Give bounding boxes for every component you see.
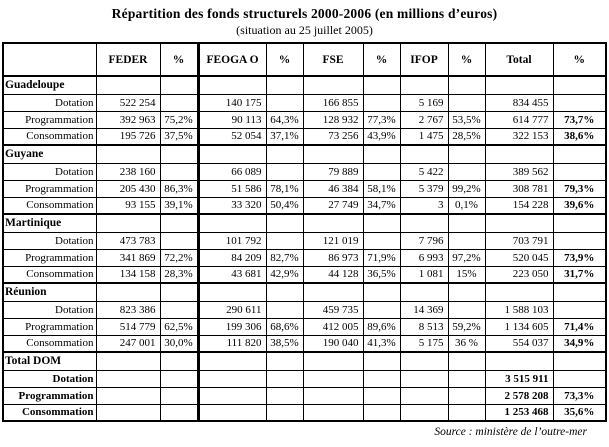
row-label: Programmation	[3, 180, 96, 197]
value-cell: 1 475	[400, 128, 448, 145]
row-label: Consommation	[3, 266, 96, 283]
value-cell: 27 749	[303, 197, 363, 214]
percent-cell	[448, 94, 485, 111]
value-cell: 93 155	[96, 197, 160, 214]
percent-cell	[160, 301, 198, 318]
row-label: Programmation	[3, 111, 96, 128]
empty-cell	[160, 145, 198, 163]
table-row	[3, 335, 606, 352]
empty-cell	[303, 352, 363, 370]
value-cell: 195 726	[96, 128, 160, 145]
row-label: Consommation	[3, 335, 96, 352]
row-label: Dotation	[3, 94, 96, 111]
table-row	[3, 232, 606, 249]
empty-cell	[400, 76, 448, 94]
percent-cell: 39,6%	[553, 197, 606, 214]
value-cell: 101 792	[198, 232, 266, 249]
empty-cell	[96, 283, 160, 301]
value-cell: 7 796	[400, 232, 448, 249]
value-cell: 3 515 911	[485, 370, 553, 387]
empty-cell	[198, 283, 266, 301]
value-cell: 389 562	[485, 163, 553, 180]
value-cell: 52 054	[198, 128, 266, 145]
empty-cell	[303, 76, 363, 94]
value-cell: 238 160	[96, 163, 160, 180]
percent-cell: 86,3%	[160, 180, 198, 197]
table-row	[3, 111, 606, 128]
region-label: Martinique	[3, 214, 96, 232]
empty-cell	[400, 352, 448, 370]
percent-cell	[363, 301, 400, 318]
column-header: FEOGA O	[198, 43, 266, 76]
value-cell: 46 384	[303, 180, 363, 197]
percent-cell: 35,6%	[553, 404, 606, 421]
value-cell: 703 791	[485, 232, 553, 249]
page-title: Répartition des fonds structurels 2000-2006 (en millions d’euros)	[111, 6, 498, 21]
percent-cell	[160, 163, 198, 180]
source-note: Source : ministère de l’outre-mer	[434, 426, 587, 438]
empty-cell	[363, 283, 400, 301]
row-label: Consommation	[3, 128, 96, 145]
percent-cell	[160, 387, 198, 404]
percent-cell	[160, 232, 198, 249]
percent-cell	[266, 404, 303, 421]
percent-cell	[553, 94, 606, 111]
value-cell: 14 369	[400, 301, 448, 318]
value-cell: 166 855	[303, 94, 363, 111]
value-cell: 392 963	[96, 111, 160, 128]
value-cell: 128 932	[303, 111, 363, 128]
percent-cell: 89,6%	[363, 318, 400, 335]
value-cell: 520 045	[485, 249, 553, 266]
value-cell: 111 820	[198, 335, 266, 352]
percent-cell: 79,3%	[553, 180, 606, 197]
table-row	[3, 266, 606, 283]
percent-cell: 41,3%	[363, 335, 400, 352]
percent-cell: 28,5%	[448, 128, 485, 145]
percent-cell: 37,1%	[266, 128, 303, 145]
value-cell: 5 175	[400, 335, 448, 352]
percent-cell	[160, 404, 198, 421]
row-label: Dotation	[3, 370, 96, 387]
value-cell: 79 889	[303, 163, 363, 180]
percent-cell: 77,3%	[363, 111, 400, 128]
percent-cell	[448, 404, 485, 421]
empty-cell	[363, 76, 400, 94]
value-cell: 1 134 605	[485, 318, 553, 335]
percent-cell	[266, 301, 303, 318]
empty-cell	[198, 145, 266, 163]
percent-cell: 38,6%	[553, 128, 606, 145]
value-cell: 322 153	[485, 128, 553, 145]
percent-cell: 73,3%	[553, 387, 606, 404]
empty-cell	[553, 352, 606, 370]
empty-cell	[198, 352, 266, 370]
empty-cell	[448, 283, 485, 301]
value-cell	[198, 387, 266, 404]
percent-cell	[266, 232, 303, 249]
percent-cell	[448, 163, 485, 180]
empty-cell	[553, 76, 606, 94]
value-cell	[96, 370, 160, 387]
value-cell: 6 993	[400, 249, 448, 266]
value-cell	[400, 387, 448, 404]
row-label: Dotation	[3, 163, 96, 180]
value-cell	[96, 387, 160, 404]
column-header: FSE	[303, 43, 363, 76]
percent-cell: 34,7%	[363, 197, 400, 214]
percent-cell	[160, 370, 198, 387]
region-label: Réunion	[3, 283, 96, 301]
empty-cell	[448, 76, 485, 94]
value-cell: 121 019	[303, 232, 363, 249]
value-cell: 66 089	[198, 163, 266, 180]
percent-cell: 62,5%	[160, 318, 198, 335]
value-cell: 5 169	[400, 94, 448, 111]
percent-cell: 72,2%	[160, 249, 198, 266]
column-header: IFOP	[400, 43, 448, 76]
percent-cell	[363, 163, 400, 180]
empty-cell	[553, 145, 606, 163]
value-cell: 134 158	[96, 266, 160, 283]
table-row	[3, 180, 606, 197]
percent-cell	[448, 232, 485, 249]
value-cell: 247 001	[96, 335, 160, 352]
value-cell: 3	[400, 197, 448, 214]
row-label: Programmation	[3, 387, 96, 404]
funds-table	[2, 42, 607, 422]
region-label: Total DOM	[3, 352, 96, 370]
value-cell: 522 254	[96, 94, 160, 111]
value-cell: 2 578 208	[485, 387, 553, 404]
region-row	[3, 76, 606, 94]
empty-cell	[303, 283, 363, 301]
empty-cell	[266, 145, 303, 163]
table-row	[3, 404, 606, 421]
value-cell: 154 228	[485, 197, 553, 214]
value-cell	[303, 387, 363, 404]
empty-cell	[160, 76, 198, 94]
percent-cell	[266, 370, 303, 387]
value-cell: 290 611	[198, 301, 266, 318]
empty-cell	[160, 352, 198, 370]
empty-cell	[363, 145, 400, 163]
value-cell: 90 113	[198, 111, 266, 128]
empty-cell	[266, 76, 303, 94]
percent-cell: 39,1%	[160, 197, 198, 214]
table-row	[3, 128, 606, 145]
percent-cell	[448, 387, 485, 404]
value-cell: 8 513	[400, 318, 448, 335]
value-cell: 190 040	[303, 335, 363, 352]
value-cell: 140 175	[198, 94, 266, 111]
table-row	[3, 370, 606, 387]
empty-cell	[553, 283, 606, 301]
value-cell	[198, 370, 266, 387]
empty-cell	[96, 76, 160, 94]
corner-cell	[3, 43, 96, 76]
percent-cell: 78,1%	[266, 180, 303, 197]
header-row	[3, 43, 606, 76]
percent-cell: 42,9%	[266, 266, 303, 283]
percent-cell	[363, 370, 400, 387]
region-row	[3, 145, 606, 163]
empty-cell	[448, 352, 485, 370]
value-cell: 1 081	[400, 266, 448, 283]
region-label: Guadeloupe	[3, 76, 96, 94]
percent-cell: 58,1%	[363, 180, 400, 197]
empty-cell	[485, 145, 553, 163]
empty-cell	[266, 352, 303, 370]
value-cell: 5 422	[400, 163, 448, 180]
percent-cell: 82,7%	[266, 249, 303, 266]
percent-cell: 71,4%	[553, 318, 606, 335]
value-cell	[303, 370, 363, 387]
empty-cell	[448, 145, 485, 163]
percent-cell	[448, 370, 485, 387]
empty-cell	[160, 283, 198, 301]
value-cell: 514 779	[96, 318, 160, 335]
empty-cell	[448, 214, 485, 232]
empty-cell	[485, 76, 553, 94]
empty-cell	[303, 214, 363, 232]
table-row	[3, 197, 606, 214]
value-cell: 205 430	[96, 180, 160, 197]
empty-cell	[553, 214, 606, 232]
percent-cell	[553, 370, 606, 387]
row-label: Programmation	[3, 249, 96, 266]
empty-cell	[198, 214, 266, 232]
table-row	[3, 387, 606, 404]
percent-cell: 30,0%	[160, 335, 198, 352]
value-cell	[400, 404, 448, 421]
value-cell	[96, 404, 160, 421]
percent-cell: 36,5%	[363, 266, 400, 283]
row-label: Consommation	[3, 404, 96, 421]
percent-cell: 50,4%	[266, 197, 303, 214]
value-cell: 308 781	[485, 180, 553, 197]
value-cell: 1 253 468	[485, 404, 553, 421]
value-cell: 44 128	[303, 266, 363, 283]
empty-cell	[303, 145, 363, 163]
empty-cell	[363, 352, 400, 370]
percent-cell: 38,5%	[266, 335, 303, 352]
region-label: Guyane	[3, 145, 96, 163]
value-cell: 86 973	[303, 249, 363, 266]
row-label: Consommation	[3, 197, 96, 214]
empty-cell	[96, 145, 160, 163]
value-cell: 1 588 103	[485, 301, 553, 318]
row-label: Programmation	[3, 318, 96, 335]
percent-cell	[266, 387, 303, 404]
empty-cell	[96, 214, 160, 232]
value-cell: 199 306	[198, 318, 266, 335]
percent-cell	[553, 232, 606, 249]
percent-cell: 53,5%	[448, 111, 485, 128]
table-row	[3, 249, 606, 266]
empty-cell	[160, 214, 198, 232]
percent-cell	[553, 163, 606, 180]
percent-cell	[266, 94, 303, 111]
percent-cell: 43,9%	[363, 128, 400, 145]
row-label: Dotation	[3, 301, 96, 318]
percent-cell	[160, 94, 198, 111]
value-cell	[400, 370, 448, 387]
empty-cell	[485, 283, 553, 301]
empty-cell	[400, 214, 448, 232]
value-cell: 51 586	[198, 180, 266, 197]
column-header: %	[266, 43, 303, 76]
percent-cell: 99,2%	[448, 180, 485, 197]
column-header: %	[448, 43, 485, 76]
percent-cell: 97,2%	[448, 249, 485, 266]
percent-cell	[363, 94, 400, 111]
table-body	[3, 76, 606, 421]
value-cell: 412 005	[303, 318, 363, 335]
percent-cell: 59,2%	[448, 318, 485, 335]
value-cell	[198, 404, 266, 421]
value-cell: 223 050	[485, 266, 553, 283]
empty-cell	[363, 214, 400, 232]
row-label: Dotation	[3, 232, 96, 249]
percent-cell: 34,9%	[553, 335, 606, 352]
value-cell: 459 735	[303, 301, 363, 318]
value-cell: 33 320	[198, 197, 266, 214]
column-header: FEDER	[96, 43, 160, 76]
table-row	[3, 301, 606, 318]
column-header: Total	[485, 43, 553, 76]
table-row	[3, 94, 606, 111]
percent-cell	[553, 301, 606, 318]
percent-cell: 28,3%	[160, 266, 198, 283]
column-header: %	[160, 43, 198, 76]
column-header: %	[363, 43, 400, 76]
empty-cell	[485, 352, 553, 370]
percent-cell: 37,5%	[160, 128, 198, 145]
percent-cell	[266, 163, 303, 180]
percent-cell: 68,6%	[266, 318, 303, 335]
percent-cell: 36 %	[448, 335, 485, 352]
value-cell: 341 869	[96, 249, 160, 266]
empty-cell	[400, 145, 448, 163]
empty-cell	[400, 283, 448, 301]
value-cell: 823 386	[96, 301, 160, 318]
value-cell: 614 777	[485, 111, 553, 128]
region-row	[3, 283, 606, 301]
percent-cell: 73,9%	[553, 249, 606, 266]
value-cell: 554 037	[485, 335, 553, 352]
value-cell: 2 767	[400, 111, 448, 128]
percent-cell	[363, 404, 400, 421]
value-cell: 84 209	[198, 249, 266, 266]
percent-cell	[363, 232, 400, 249]
percent-cell: 71,9%	[363, 249, 400, 266]
empty-cell	[96, 352, 160, 370]
percent-cell: 64,3%	[266, 111, 303, 128]
region-row	[3, 352, 606, 370]
value-cell: 834 455	[485, 94, 553, 111]
value-cell	[303, 404, 363, 421]
percent-cell	[363, 387, 400, 404]
value-cell: 73 256	[303, 128, 363, 145]
empty-cell	[266, 283, 303, 301]
percent-cell: 31,7%	[553, 266, 606, 283]
value-cell: 473 783	[96, 232, 160, 249]
empty-cell	[198, 76, 266, 94]
region-row	[3, 214, 606, 232]
percent-cell: 75,2%	[160, 111, 198, 128]
table-row	[3, 318, 606, 335]
column-header: %	[553, 43, 606, 76]
value-cell: 43 681	[198, 266, 266, 283]
empty-cell	[485, 214, 553, 232]
value-cell: 5 379	[400, 180, 448, 197]
percent-cell: 73,7%	[553, 111, 606, 128]
percent-cell: 0,1%	[448, 197, 485, 214]
percent-cell	[448, 301, 485, 318]
page-subtitle: (situation au 25 juillet 2005)	[236, 23, 373, 37]
percent-cell: 15%	[448, 266, 485, 283]
empty-cell	[266, 214, 303, 232]
table-row	[3, 163, 606, 180]
